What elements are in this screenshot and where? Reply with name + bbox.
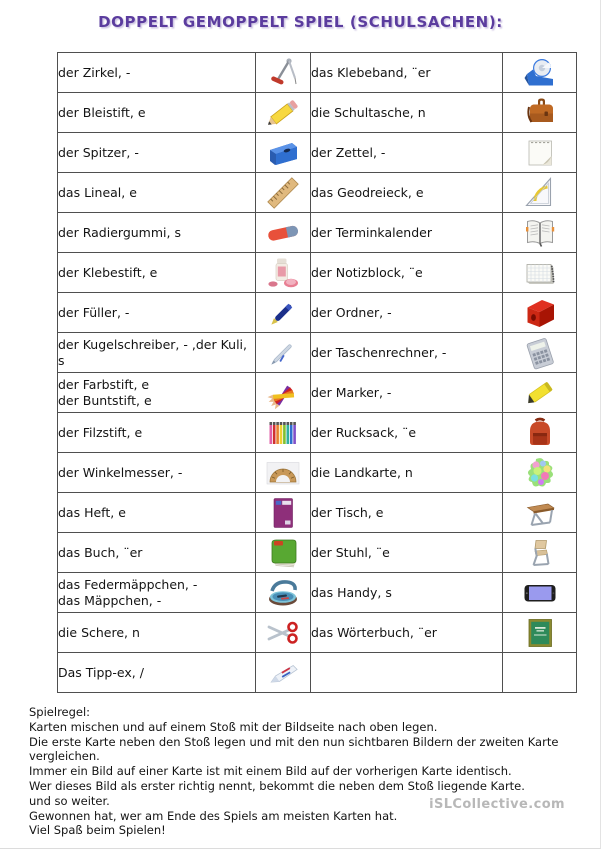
binder-icon — [503, 293, 577, 333]
satchel-icon — [503, 93, 577, 133]
vocab-word: der Stuhl, ¨e — [311, 533, 503, 573]
glue-stick-icon — [256, 253, 311, 293]
note-icon — [503, 133, 577, 173]
phone-icon — [503, 573, 577, 613]
vocab-word: der Taschenrechner, - — [311, 333, 503, 373]
rules-section — [29, 705, 601, 838]
table-row — [58, 333, 577, 373]
table-row — [58, 373, 577, 413]
vocab-word: das Lineal, e — [58, 173, 256, 213]
empty-cell — [503, 653, 577, 693]
table-row — [58, 653, 577, 693]
vocab-word: der Tisch, e — [311, 493, 503, 533]
map-icon — [503, 453, 577, 493]
notepad-icon — [503, 253, 577, 293]
ruler-icon — [256, 173, 311, 213]
highlighter-icon — [503, 373, 577, 413]
watermark: iSLCollective.com — [429, 797, 565, 812]
felt-pens-icon — [256, 413, 311, 453]
colored-pencils-icon — [256, 373, 311, 413]
table-row — [58, 613, 577, 653]
eraser-icon — [256, 213, 311, 253]
rules-heading: Spielregel: — [29, 705, 91, 719]
table-row — [58, 253, 577, 293]
vocab-word: der Terminkalender — [311, 213, 503, 253]
compass-icon — [256, 53, 311, 93]
table-row — [58, 293, 577, 333]
vocab-word: das Klebeband, ¨er — [311, 53, 503, 93]
vocab-word: das Buch, ¨er — [58, 533, 256, 573]
vocab-table — [57, 52, 577, 693]
protractor-icon — [256, 453, 311, 493]
rules-line: Viel Spaß beim Spielen! — [29, 823, 166, 838]
vocab-word: der Kugelschreiber, - ,der Kuli, s — [58, 333, 256, 373]
vocab-word: der Marker, - — [311, 373, 503, 413]
fountain-pen-icon — [256, 293, 311, 333]
vocab-word: die Landkarte, n — [311, 453, 503, 493]
chair-icon — [503, 533, 577, 573]
scissors-icon — [256, 613, 311, 653]
vocab-word: der Klebestift, e — [58, 253, 256, 293]
vocab-word: der Rucksack, ¨e — [311, 413, 503, 453]
vocab-word: der Spitzer, - — [58, 133, 256, 173]
vocab-word: der Winkelmesser, - — [58, 453, 256, 493]
table-row — [58, 133, 577, 173]
table-row — [58, 573, 577, 613]
vocab-word: das Heft, e — [58, 493, 256, 533]
vocab-word: der Bleistift, e — [58, 93, 256, 133]
vocab-word: der Notizblock, ¨e — [311, 253, 503, 293]
table-row — [58, 213, 577, 253]
vocab-word: der Füller, - — [58, 293, 256, 333]
vocab-word: Das Tipp-ex, / — [58, 653, 256, 693]
vocab-word: das Federmäppchen, - das Mäppchen, - — [58, 573, 256, 613]
vocab-word: das Handy, s — [311, 573, 503, 613]
table-row — [58, 453, 577, 493]
calculator-icon — [503, 333, 577, 373]
pencil-case-icon — [256, 573, 311, 613]
vocab-word: die Schere, n — [58, 613, 256, 653]
empty-cell — [311, 653, 503, 693]
sharpener-icon — [256, 133, 311, 173]
vocab-word: der Farbstift, e der Buntstift, e — [58, 373, 256, 413]
rules-line: Wer dieses Bild als erster richtig nennt, bekommt die neben dem Stoß liegende Karte. — [29, 778, 525, 793]
correction-pen-icon — [256, 653, 311, 693]
rules-line: Immer ein Bild auf einer Karte ist mit einem Bild auf der vorherigen Karte identisch. — [29, 764, 512, 779]
rules-line: Karten mischen und auf einem Stoß mit der Bildseite nach oben legen. — [29, 719, 438, 734]
vocab-word: das Geodreieck, e — [311, 173, 503, 213]
exercise-book-icon — [256, 493, 311, 533]
backpack-icon — [503, 413, 577, 453]
table-row — [58, 93, 577, 133]
book-icon — [256, 533, 311, 573]
table-row — [58, 413, 577, 453]
dictionary-icon — [503, 613, 577, 653]
table-row — [58, 173, 577, 213]
pencil-icon — [256, 93, 311, 133]
vocab-word: der Ordner, - — [311, 293, 503, 333]
vocab-word: die Schultasche, n — [311, 93, 503, 133]
vocab-word: der Zettel, - — [311, 133, 503, 173]
vocab-word: der Radiergummi, s — [58, 213, 256, 253]
table-row — [58, 493, 577, 533]
page-title: DOPPELT GEMOPPELT SPIEL (SCHULSACHEN): — [98, 13, 503, 31]
rules-line: Gewonnen hat, wer am Ende des Spiels am meisten Karten hat. — [29, 808, 398, 823]
vocab-word: das Wörterbuch, ¨er — [311, 613, 503, 653]
ballpoint-pen-icon — [256, 333, 311, 373]
vocab-word: der Zirkel, - — [58, 53, 256, 93]
tape-dispenser-icon — [503, 53, 577, 93]
planner-icon — [503, 213, 577, 253]
rules-line: und so weiter. — [29, 793, 110, 808]
rules-line: Die erste Karte neben den Stoß legen und mit den nun sichtbaren Bildern der zweiten Karte vergleichen. — [29, 734, 559, 764]
desk-icon — [503, 493, 577, 533]
set-square-icon — [503, 173, 577, 213]
table-row — [58, 533, 577, 573]
table-row — [58, 53, 577, 93]
vocab-word: der Filzstift, e — [58, 413, 256, 453]
